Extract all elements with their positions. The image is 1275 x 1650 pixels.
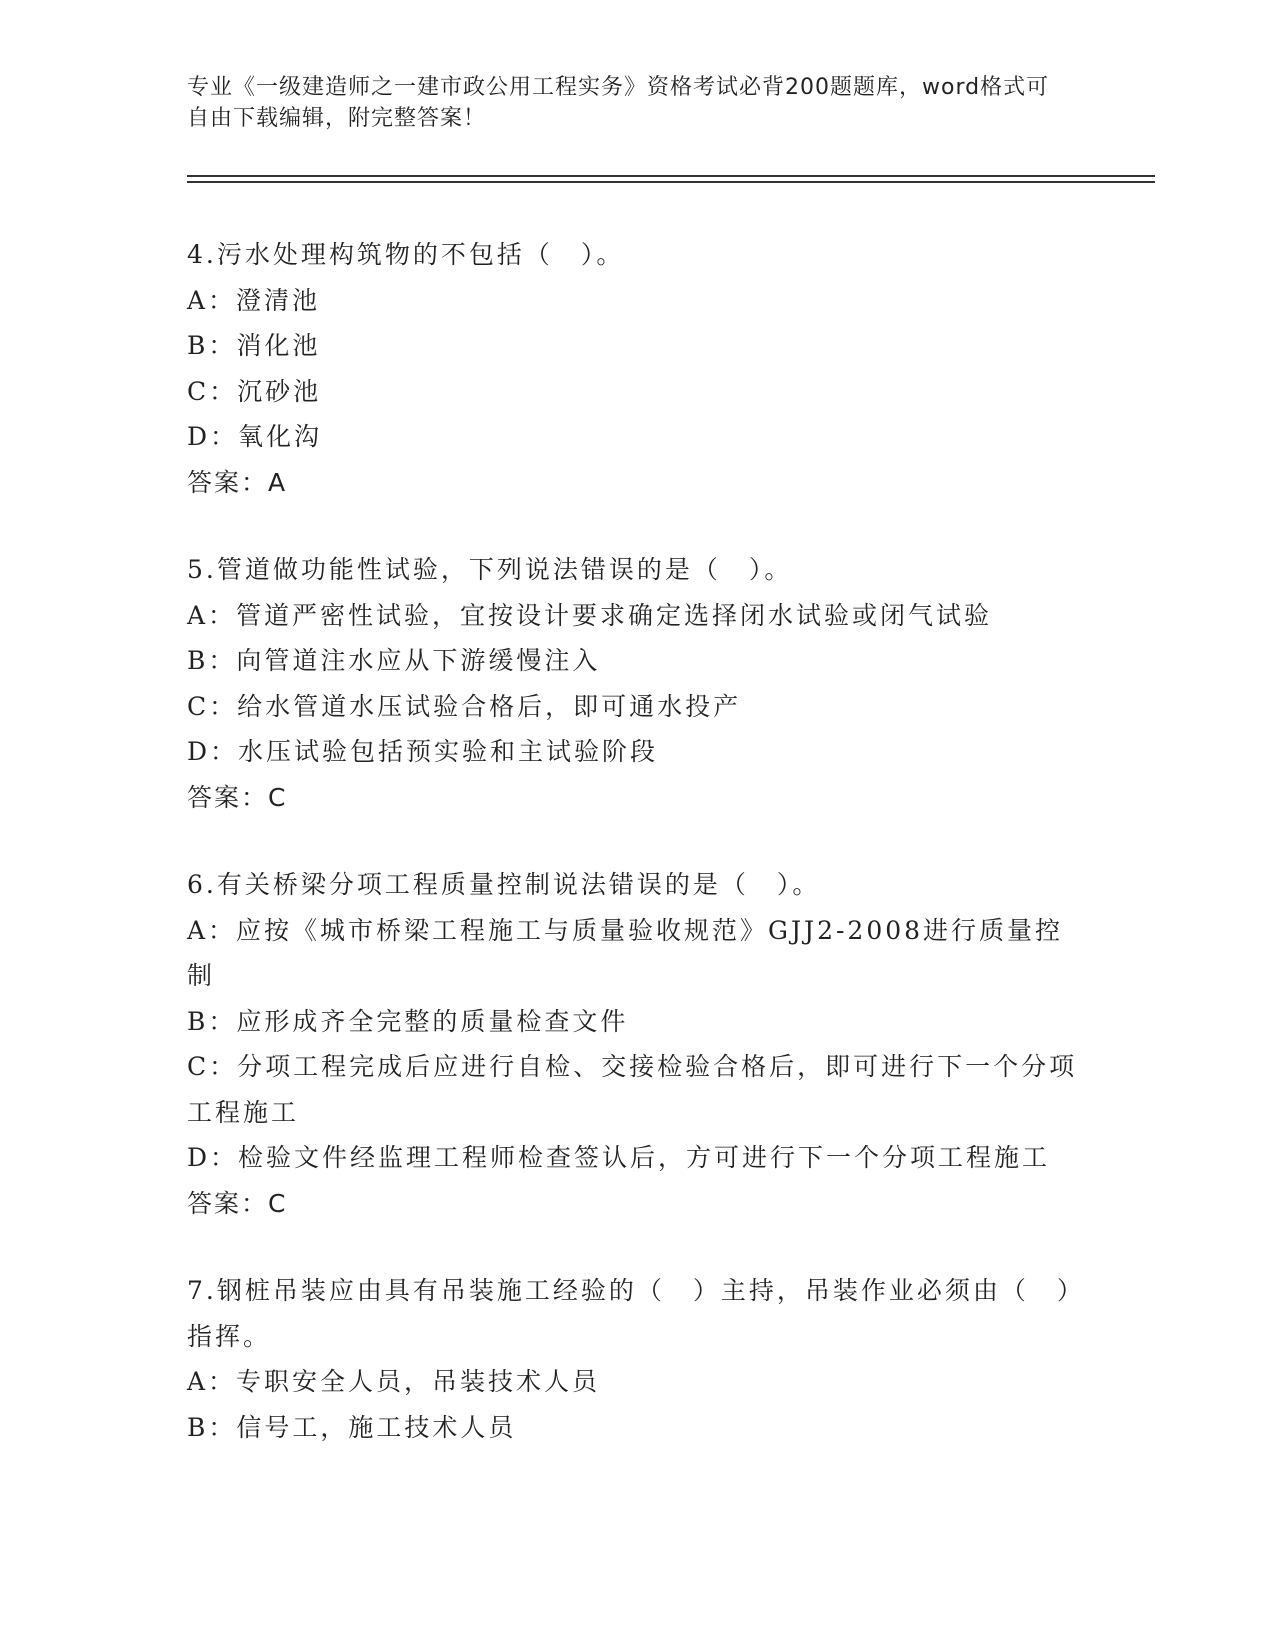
- question-stem: 4.污水处理构筑物的不包括（ ）。: [187, 240, 625, 269]
- answer-line: 答案：C: [187, 782, 288, 812]
- question-list: [187, 232, 1087, 1492]
- option-c: C：给水管道水压试验合格后，即可通水投产: [187, 691, 742, 721]
- answer-line: 答案：C: [187, 1188, 288, 1218]
- option-a: A：应按《城市桥梁工程施工与质量验收规范》GJJ2-2008进行质量控制: [187, 915, 1064, 990]
- question-stem: 7.钢桩吊装应由具有吊装施工经验的（ ）主持，吊装作业必须由（ ）指挥。: [187, 1276, 1085, 1351]
- question-stem: 6.有关桥梁分项工程质量控制说法错误的是（ ）。: [187, 870, 821, 899]
- question-5: [187, 547, 1087, 820]
- option-d: D：氧化沟: [187, 422, 323, 451]
- option-b: B：信号工，施工技术人员: [187, 1412, 517, 1442]
- question-4: [187, 232, 1087, 505]
- question-7: [187, 1268, 1087, 1450]
- header-divider-top: [187, 175, 1155, 177]
- option-b: B：应形成齐全完整的质量检查文件: [187, 1006, 629, 1036]
- question-6: [187, 862, 1087, 1226]
- option-c: C：沉砂池: [187, 376, 322, 406]
- document-header: 专业《一级建造师之一建市政公用工程实务》资格考试必背200题题库，word格式可自由下载编辑，附完整答案！: [187, 75, 1050, 131]
- option-c: C：分项工程完成后应进行自检、交接检验合格后，即可进行下一个分项工程施工: [187, 1052, 1078, 1127]
- option-d: D：水压试验包括预实验和主试验阶段: [187, 737, 659, 766]
- option-a: A：专职安全人员，吊装技术人员: [187, 1367, 601, 1396]
- header-divider-bottom: [187, 181, 1155, 183]
- option-a: A：管道严密性试验，宜按设计要求确定选择闭水试验或闭气试验: [187, 600, 993, 630]
- question-stem: 5.管道做功能性试验，下列说法错误的是（ ）。: [187, 555, 793, 584]
- option-a: A：澄清池: [187, 285, 321, 315]
- option-b: B：向管道注水应从下游缓慢注入: [187, 646, 601, 675]
- option-b: B：消化池: [187, 331, 321, 360]
- option-d: D：检验文件经监理工程师检查签认后，方可进行下一个分项工程施工: [187, 1143, 1051, 1172]
- answer-line: 答案：A: [187, 467, 288, 497]
